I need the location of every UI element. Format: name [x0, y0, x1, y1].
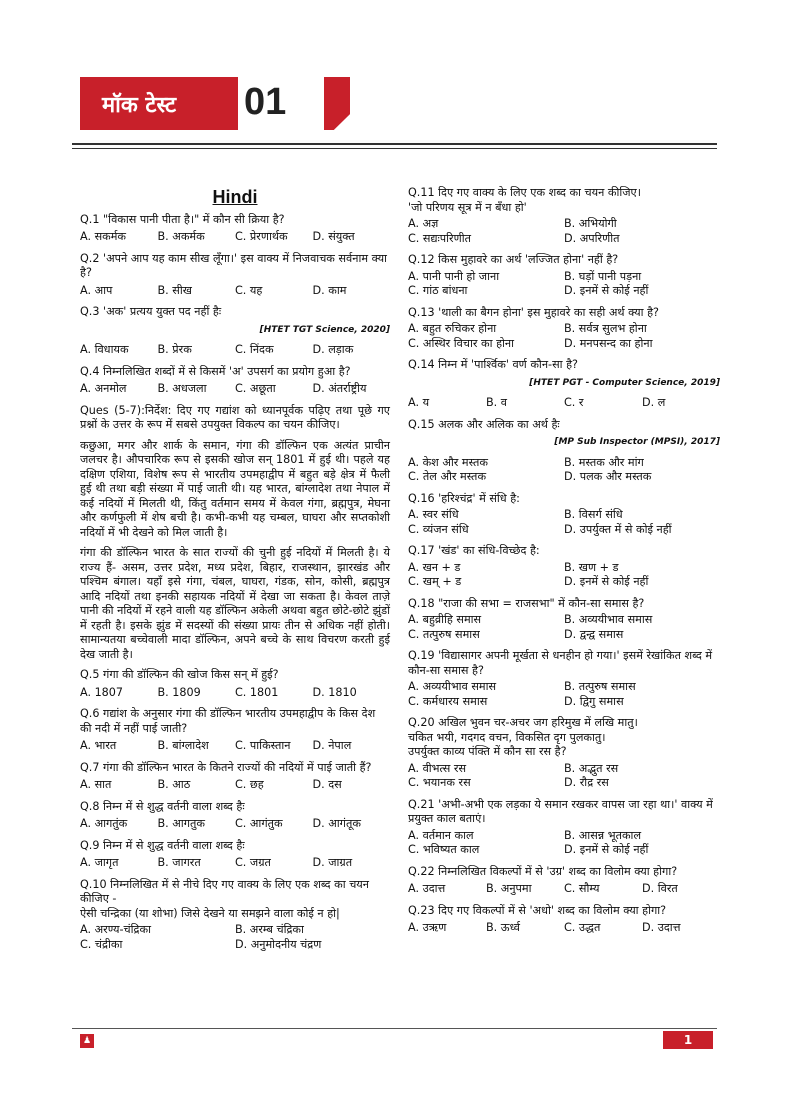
left-column: [80, 186, 390, 959]
header-rule: [72, 143, 717, 145]
options: [80, 739, 390, 754]
question-16: [408, 492, 720, 538]
option-b: B. विसर्ग संधि: [564, 508, 623, 521]
option-c: C. पाकिस्तान: [235, 739, 291, 752]
option-b: B. अव्ययीभाव समास: [564, 613, 653, 626]
option-d: D. रौद्र रस: [564, 776, 609, 789]
options: [80, 382, 390, 397]
option-c: C. गांठ बांधना: [408, 284, 468, 297]
options: [408, 322, 720, 351]
question-text: Q.21 'अभी-अभी एक लड़का ये समान रखकर वापस जा रहा था।' वाक्य में प्रयुक्त काल बताएं।: [408, 797, 713, 825]
option-c: C. र: [564, 396, 584, 409]
option-a: A. सकर्मक: [80, 230, 127, 243]
passage-paragraph-2: गंगा की डॉल्फिन भारत के सात राज्यों की चुनी हुई नदियों में मिलती है। ये राज्य हैं- असम, उत्तर प्रदेश, मध्य प्रदेश, बिहार, राजस्थान, झारखंड और पश्चिम बंगाल। यहाँ इसे गंगा, चंबल, घाघरा, गंडक, सोन, कोसी, ब्रह्मपुत्र आदि नदियों तथा इनकी सहायक नदियों में देखा जा सकता है। केवल ताज़े पानी की नदियों में रहने वाली यह डॉल्फिन अकेली अथवा बहुत छोटे-छोटे झुंडों में रहती है। इसके झुंड में सदस्यों की संख्या प्रायः तीन से अधिक नहीं होती। सामान्यतया बच्चेवाली मादा डॉल्फिन, अपने बच्चे के साथ विचरण करती हुई देख जाती है।: [80, 546, 390, 661]
option-a: A. अनमोल: [80, 382, 127, 395]
option-a: A. खन + ड: [408, 560, 461, 574]
question-text: Q.4 निम्नलिखित शब्दों में से किसमें 'अ' उपसर्ग का प्रयोग हुआ है?: [80, 364, 351, 378]
options: [80, 284, 390, 299]
option-a: A. वर्तमान काल: [408, 828, 474, 842]
option-d: D. जाग्रत: [312, 856, 353, 869]
option-b: B. अकर्मक: [157, 230, 205, 243]
option-a: A. बहुत रुचिकर होना: [408, 322, 497, 335]
option-a: A. स्वर संधि: [408, 508, 459, 521]
question-sentence: 'जो परिणय सूत्र में न बँधा हो': [408, 200, 527, 214]
options: [408, 762, 720, 791]
question-13: [408, 306, 720, 352]
options: [80, 778, 390, 793]
publisher-logo-icon: ♟: [80, 1034, 94, 1048]
option-b: B. व: [486, 396, 508, 409]
question-text: Q.12 किस मुहावरे का अर्थ 'लज्जित होना' नहीं है?: [408, 253, 619, 266]
option-a: A. आप: [80, 283, 113, 297]
question-9: [80, 839, 390, 871]
question-11: [408, 186, 720, 246]
option-a: A. विधायक: [80, 343, 129, 356]
question-19: [408, 649, 720, 709]
options: [80, 343, 390, 358]
page-number: 1: [663, 1031, 713, 1049]
option-b: B. सर्वत्र सुलभ होना: [564, 322, 647, 335]
question-2: [80, 252, 390, 299]
question-text: Q.7 गंगा की डॉल्फिन भारत के कितने राज्यों की नदियों में पाई जाती हैं?: [80, 760, 372, 774]
options: [80, 817, 390, 832]
passage-instruction: Ques (5-7):निर्देश: दिए गए गद्यांश को ध्यानपूर्वक पढ़िए तथा पूछे गए प्रश्नों के उत्तर के रूप में सबसे उपयुक्त विकल्प का चयन कीजिए।: [80, 403, 390, 431]
option-b: B. जागरत: [157, 856, 201, 869]
option-c: C. भविष्यत काल: [408, 843, 480, 856]
question-18: [408, 597, 720, 643]
question-3: [80, 305, 390, 358]
option-d: D. अनुमोदनीय चंद्रण: [235, 937, 322, 951]
option-d: D. अंतर्राष्ट्रीय: [312, 382, 367, 395]
banner-number: 01: [244, 81, 287, 123]
question-10: [80, 878, 390, 953]
question-text: Q.2 'अपने आप यह काम सीख लूँगा।' इस वाक्य में निजवाचक सर्वनाम क्या है?: [80, 251, 387, 279]
section-heading: Hindi: [212, 187, 258, 207]
option-c: C. कर्मधारय समास: [408, 694, 488, 708]
options: [408, 680, 720, 709]
options: [408, 882, 720, 897]
banner-title: मॉक टेस्ट: [102, 93, 177, 118]
option-d: D. इनमें से कोई नहीं: [564, 284, 649, 297]
options: [80, 230, 390, 245]
option-b: B. तत्पुरुष समास: [564, 680, 636, 693]
question-17: [408, 544, 720, 590]
option-a: A. पानी पानी हो जाना: [408, 269, 500, 283]
options: [408, 217, 720, 246]
option-b: B. ऊर्ध्व: [486, 921, 520, 934]
option-d: D. पलक और मस्तक: [564, 470, 652, 483]
question-text: Q.6 गद्यांश के अनुसार गंगा की डॉल्फिन भारतीय उपमहाद्वीप के किस देश की नदी में नहीं पाई जाती?: [80, 707, 376, 735]
option-d: D. काम: [312, 283, 347, 297]
option-b: B. खण + ड: [564, 560, 619, 574]
option-b: B. अद्भुत रस: [564, 761, 619, 775]
question-14: [408, 358, 720, 411]
option-b: B. मस्तक और मांग: [564, 455, 644, 469]
option-a: A. अज्ञ: [408, 217, 439, 230]
question-text: Q.3 'अक' प्रत्यय युक्त पद नहीं हैः: [80, 305, 222, 318]
option-d: D. ल: [642, 396, 666, 409]
option-d: D. इनमें से कोई नहीं: [564, 843, 649, 856]
options: [408, 829, 720, 858]
option-d: D. दस: [312, 778, 342, 791]
question-21: [408, 798, 720, 858]
options: [408, 561, 720, 590]
option-d: D. आगंतूक: [312, 817, 361, 830]
question-text: Q.15 अलक और अलिक का अर्थ हैः: [408, 417, 560, 431]
question-text: Q.22 निम्नलिखित विकल्पों में से 'उग्र' शब्द का विलोम क्या होगा?: [408, 864, 678, 878]
question-text: Q.8 निम्न में से शुद्ध वर्तनी वाला शब्द हैः: [80, 799, 245, 813]
option-b: B. अधजला: [157, 382, 207, 395]
question-text: Q.17 'खंड' का संधि-विच्छेद है:: [408, 544, 540, 557]
option-b: B. 1809: [157, 685, 201, 699]
option-a: A. अव्ययीभाव समास: [408, 680, 497, 693]
footer-rule: [72, 1028, 717, 1029]
question-text: Q.16 'हरिश्चंद्र' में संधि है:: [408, 491, 520, 505]
option-a: A. भारत: [80, 739, 117, 752]
header-rule-thin: [72, 148, 717, 149]
options: [408, 921, 720, 936]
question-4: [80, 365, 390, 397]
option-d: D. लड़ाक: [312, 343, 354, 356]
passage-paragraph-1: कछुआ, मगर और शार्क के समान, गंगा की डॉल्फिन एक अत्यंत प्राचीन जलचर है। औपचारिक रूप से इसकी खोज सन् 1801 में हुई थी। पहले यह दक्षिण एशिया, विशेष रूप से भारतीय उपमहाद्वीप में बहुत बड़े क्षेत्र में फैली हुई थी तथा बड़ी संख्या में पाई जाती थी। यह भारत, बांग्लादेश तथा नेपाल में कई नदियों में मिलती थी, किंतु वर्तमान समय में केवल गंगा, ब्रह्मपुत्र, मेघना और कर्णफुली में शेष बची है। कभी-कभी यह चम्बल, घाघरा और सप्तकोशी नदियों में भी देखने को मिल जाती है।: [80, 438, 390, 539]
option-a: A. आगतुंक: [80, 817, 128, 830]
option-c: C. जग्रत: [235, 856, 271, 869]
option-a: A. बहुव्रीहि समास: [408, 613, 482, 626]
question-text: Q.5 गंगा की डॉल्फिन की खोज किस सन् में हुई?: [80, 668, 279, 681]
exam-source: [MP Sub Inspector (MPSI), 2017]: [554, 437, 720, 447]
option-b: B. आगतुक: [157, 817, 205, 830]
option-c: C. यह: [235, 283, 263, 297]
option-d: D. मनपसन्द का होना: [564, 336, 653, 350]
option-d: D. 1810: [312, 685, 357, 699]
option-c: C. सद्यःपरिणीत: [408, 231, 471, 245]
question-text: Q.9 निम्न में से शुद्ध वर्तनी वाला शब्द हैः: [80, 838, 245, 852]
question-prompt: उपर्युक्त काव्य पंक्ति में कौन सा रस है?: [408, 745, 567, 758]
options: [408, 508, 720, 537]
option-b: B. बांग्लादेश: [157, 739, 209, 752]
option-c: C. भयानक रस: [408, 776, 471, 789]
options: [408, 613, 720, 642]
question-text: Q.13 'थाली का बैगन होना' इस मुहावरे का सही अर्थ क्या है?: [408, 305, 659, 319]
option-b: B. अरम्ब चंद्रिका: [235, 923, 304, 936]
question-text: Q.1 "विकास पानी पीता है।" में कौन सी क्रिया है?: [80, 212, 285, 226]
option-a: A. 1807: [80, 685, 124, 699]
option-c: C. अस्थिर विचार का होना: [408, 336, 515, 350]
question-1: [80, 213, 390, 245]
exam-source: [HTET TGT Science, 2020]: [259, 324, 390, 335]
option-b: B. अनुपमा: [486, 882, 532, 895]
option-b: B. अभियोगी: [564, 217, 617, 230]
question-text: Q.20 अखिल भुवन चर-अचर जग हरिमुख में लखि मातु।: [408, 716, 638, 729]
option-b: B. घड़ों पानी पड़ना: [564, 269, 642, 283]
options: [408, 270, 720, 299]
option-c: C. व्यंजन संधि: [408, 522, 469, 536]
option-c: C. तत्पुरुष समास: [408, 627, 480, 641]
option-c: C. सौम्य: [564, 882, 600, 895]
question-verse-line: चकित भयी, गदगद वचन, विकसित दृग पुलकातु।: [408, 730, 606, 744]
option-d: D. इनमें से कोई नहीं: [564, 575, 649, 588]
option-c: C. अछूता: [235, 382, 276, 395]
question-22: [408, 865, 720, 897]
option-c: C. उद्धत: [564, 921, 601, 934]
option-b: B. सीख: [157, 283, 192, 297]
question-7: [80, 761, 390, 793]
option-c: C. चंद्रीका: [80, 937, 123, 951]
option-a: A. अरण्य-चंद्रिका: [80, 923, 151, 936]
option-d: D. संयुक्त: [312, 230, 355, 243]
option-c: C. प्रेरणार्थक: [235, 230, 288, 243]
option-a: A. जागृत: [80, 856, 119, 869]
question-23: [408, 904, 720, 936]
options: [80, 923, 390, 952]
option-a: A. य: [408, 396, 430, 409]
option-d: D. अपरिणीत: [564, 231, 620, 245]
option-b: B. आसन्न भूतकाल: [564, 828, 642, 842]
question-5: [80, 668, 390, 700]
options: [80, 686, 390, 701]
header-banner: [80, 77, 350, 130]
option-c: C. निंदक: [235, 343, 274, 356]
option-a: A. वीभत्स रस: [408, 761, 467, 775]
option-d: D. द्विगु समास: [564, 694, 624, 708]
question-6: [80, 707, 390, 754]
option-a: A. उदात्त: [408, 882, 446, 895]
question-text: Q.10 निम्नलिखित में से नीचे दिए गए वाक्य के लिए एक शब्द का चयन कीजिए -: [80, 877, 369, 905]
option-c: C. 1801: [235, 685, 279, 699]
options: [80, 856, 390, 871]
question-text: Q.19 'विद्यासागर अपनी मूर्खता से धनहीन हो गया।' इसमें रेखांकित शब्द में कौन-सा समास है?: [408, 649, 713, 677]
option-d: D. द्वन्द्व समास: [564, 627, 624, 641]
question-text: Q.11 दिए गए वाक्य के लिए एक शब्द का चयन कीजिए।: [408, 186, 641, 199]
exam-source: [HTET PGT - Computer Science, 2019]: [529, 377, 720, 388]
question-12: [408, 253, 720, 299]
option-a: A. उऋण: [408, 921, 447, 934]
options: [408, 396, 720, 411]
option-b: B. प्रेरक: [157, 343, 192, 356]
question-text: Q.18 "राजा की सभा = राजसभा" में कौन-सा समास है?: [408, 596, 645, 610]
option-b: B. आठ: [157, 778, 191, 791]
option-d: D. उदात्त: [642, 921, 681, 934]
option-c: C. तेल और मस्तक: [408, 470, 487, 483]
question-text: Q.14 निम्न में 'पार्श्विक' वर्ण कौन-सा है?: [408, 358, 578, 371]
option-a: A. सात: [80, 778, 112, 791]
option-d: D. नेपाल: [312, 739, 352, 752]
question-15: [408, 418, 720, 485]
option-c: C. आगंतुक: [235, 817, 283, 830]
options: [408, 456, 720, 485]
question-20: [408, 716, 720, 791]
question-text: Q.23 दिए गए विकल्पों में से 'अधो' शब्द का विलोम क्या होगा?: [408, 903, 667, 917]
option-c: C. छह: [235, 778, 264, 791]
right-column: [408, 186, 720, 943]
question-sentence: ऐसी चन्द्रिका (या शोभा) जिसे देखने या समझने वाला कोई न हो|: [80, 906, 340, 920]
option-a: A. केश और मस्तक: [408, 455, 488, 469]
option-d: D. विरत: [642, 882, 678, 895]
question-8: [80, 800, 390, 832]
option-c: C. खम् + ड: [408, 575, 462, 588]
option-d: D. उपर्युक्त में से कोई नहीं: [564, 522, 672, 536]
